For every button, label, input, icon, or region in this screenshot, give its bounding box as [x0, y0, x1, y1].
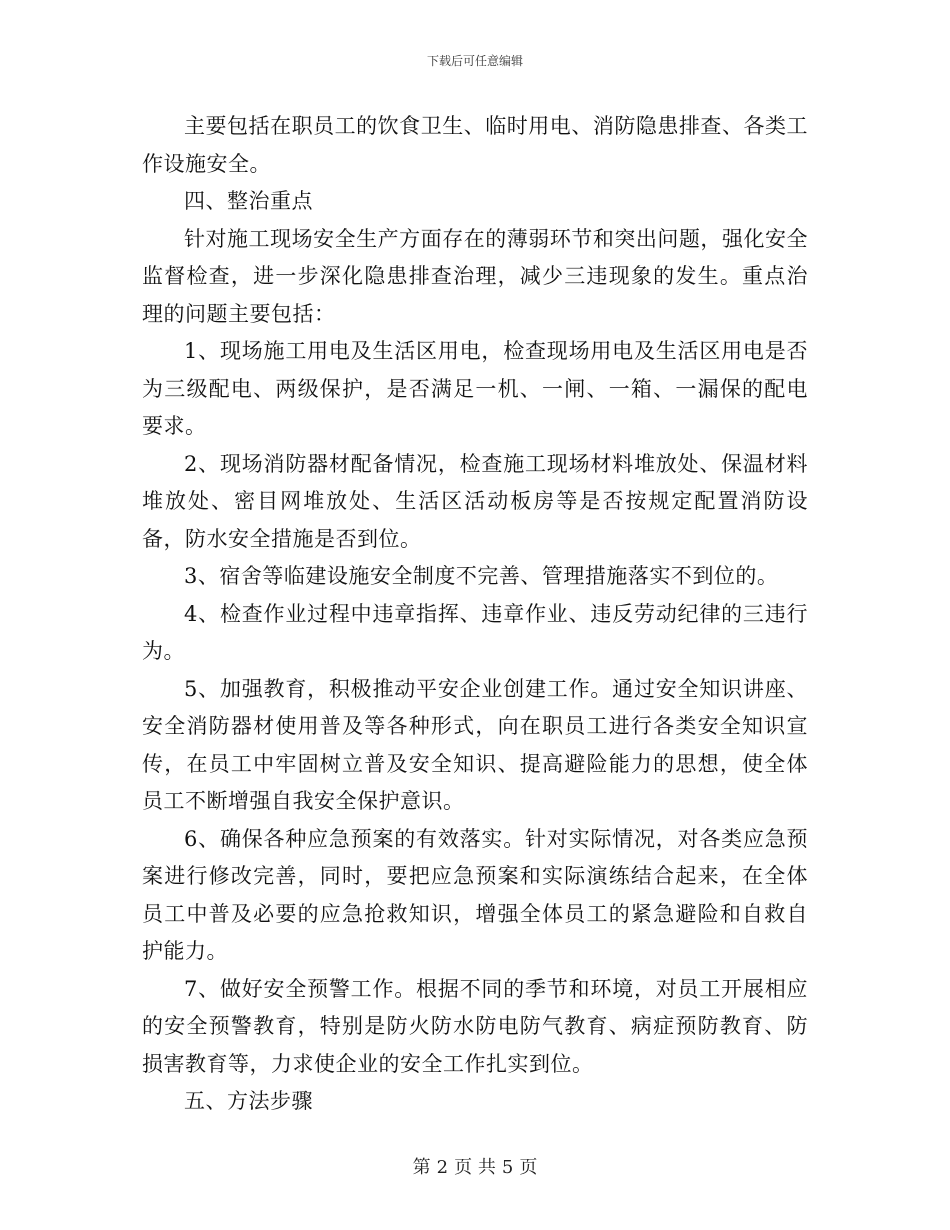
- footer-prefix: 第: [412, 1157, 431, 1178]
- list-item: 2、现场消防器材配备情况，检查施工现场材料堆放处、保温材料堆放处、密目网堆放处、生活区活动板房等是否按规定配置消防设备，防水安全措施是否到位。: [142, 451, 808, 551]
- paragraph: 主要包括在职员工的饮食卫生、临时用电、消防隐患排查、各类工作设施安全。: [142, 114, 808, 176]
- page-footer: [0, 1153, 950, 1179]
- list-item: 1、现场施工用电及生活区用电，检查现场用电及生活区用电是否为三级配电、两级保护，是否满足一机、一闸、一箱、一漏保的配电要求。: [142, 339, 808, 438]
- footer-suffix: 页: [519, 1157, 538, 1178]
- list-item: 5、加强教育，积极推动平安企业创建工作。通过安全知识讲座、安全消防器材使用普及等各种形式，向在职员工进行各类安全知识宣传，在员工中牢固树立普及安全知识、提高避险能力的思想，使全体员工不断增强自我安全保护意识。: [142, 676, 808, 813]
- footer-total-pages: 5: [501, 1157, 514, 1178]
- footer-page-number: 2: [436, 1157, 449, 1178]
- paragraph: 针对施工现场安全生产方面存在的薄弱环节和突出问题，强化安全监督检查，进一步深化隐患排查治理，减少三违现象的发生。重点治理的问题主要包括：: [142, 226, 808, 326]
- document-body: [142, 108, 808, 1121]
- list-item: 3、宿舍等临建设施安全制度不完善、管理措施落实不到位的。: [184, 564, 779, 588]
- list-item: 4、检查作业过程中违章指挥、违章作业、违反劳动纪律的三违行为。: [142, 601, 808, 663]
- footer-middle: 页 共: [454, 1157, 496, 1178]
- list-item: 6、确保各种应急预案的有效落实。针对实际情况，对各类应急预案进行修改完善，同时，要把应急预案和实际演练结合起来，在全体员工中普及必要的应急抢救知识，增强全体员工的紧急避险和自救自护能力。: [142, 826, 808, 963]
- header-note: 下载后可任意编辑: [426, 54, 523, 68]
- section-heading: 五、方法步骤: [184, 1089, 313, 1113]
- list-item: 7、做好安全预警工作。根据不同的季节和环境，对员工开展相应的安全预警教育，特别是防火防水防电防气教育、病症预防教育、防损害教育等，力求使企业的安全工作扎实到位。: [142, 976, 808, 1076]
- section-heading: 四、整治重点: [184, 189, 313, 213]
